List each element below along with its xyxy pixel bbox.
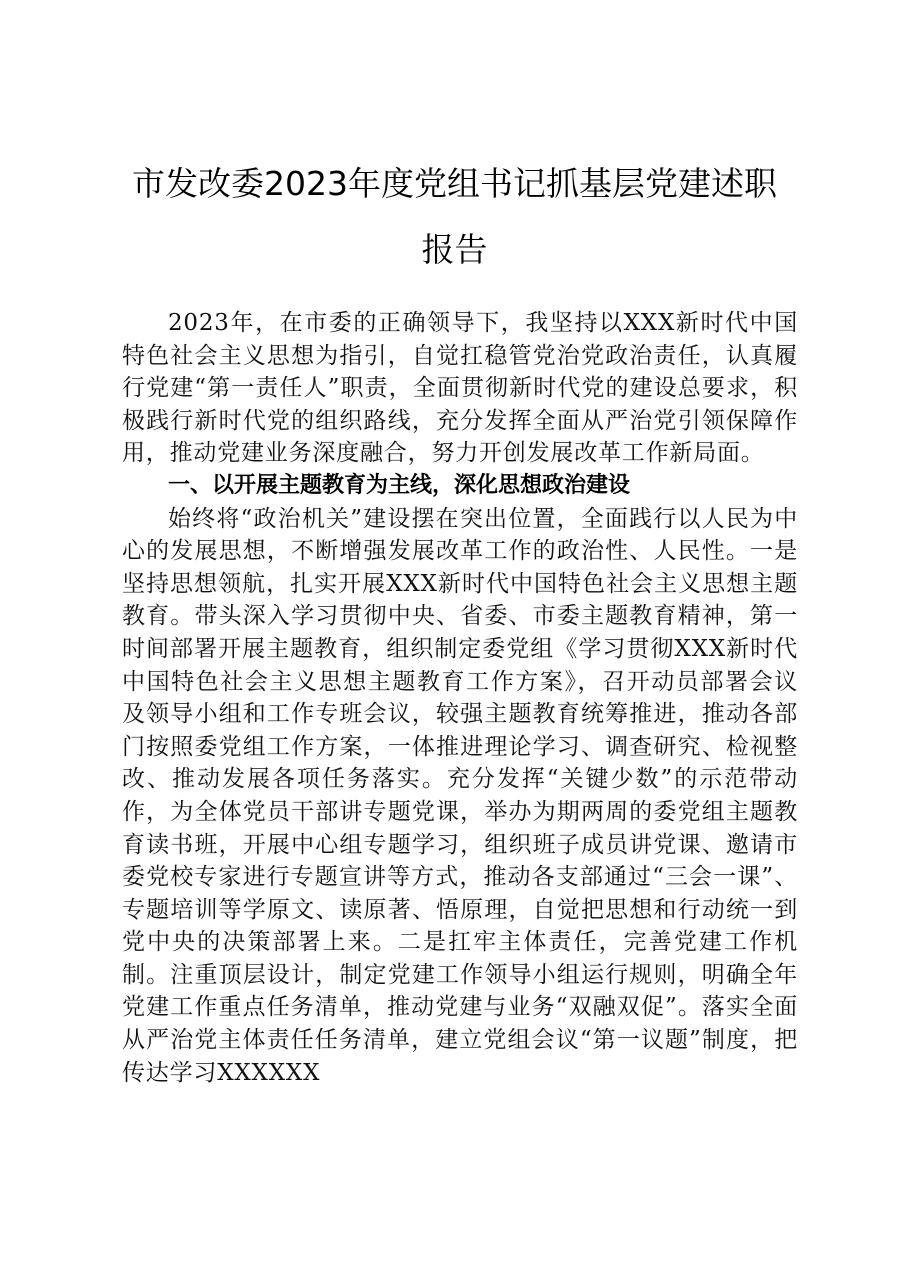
document-title-line-1: 市发改委2023年度党组书记抓基层党建述职	[132, 164, 777, 203]
document-body	[122, 307, 798, 1089]
document-title-line-2: 报告	[421, 230, 488, 269]
section-1-heading: 一、以开展主题教育为主线，深化思想政治建设	[168, 472, 631, 498]
section-1-paragraph: 始终将“政治机关”建设摆在突出位置，全面践行以人民为中心的发展思想，不断增强发展改革工作的政治性、人民性。一是坚持思想领航，扎实开展XXX新时代中国特色社会主义思想主题教育。带头深入学习贯彻中央、省委、市委主题教育精神，第一时间部署开展主题教育，组织制定委党组《学习贯彻XXX新时代中国特色社会主义思想主题教育工作方案》，召开动员部署会议及领导小组和工作专班会议，较强主题教育统筹推进，推动各部门按照委党组工作方案，一体推进理论学习、调查研究、检视整改、推动发展各项任务落实。充分发挥“关键少数”的示范带动作，为全体党员干部讲专题党课，举办为期两周的委党组主题教育读书班，开展中心组专题学习，组织班子成员讲党课、邀请市委党校专家进行专题宣讲等方式，推动各支部通过“三会一课”、专题培训等学原文、读原著、悟原理，自觉把思想和行动统一到党中央的决策部署上来。二是扛牢主体责任，完善党建工作机制。注重顶层设计，制定党建工作领导小组运行规则，明确全年党建工作重点任务清单，推动党建与业务“双融双促”。落实全面从严治党主体责任任务清单，建立党组会议“第一议题”制度，把传达学习XXXXXX	[122, 505, 798, 1086]
intro-paragraph: 2023年，在市委的正确领导下，我坚持以XXX新时代中国特色社会主义思想为指引，自觉扛稳管党治党政治责任，认真履行党建“第一责任人”职责，全面贯彻新时代党的建设总要求，积极践行新时代党的组织路线，充分发挥全面从严治党引领保障作用，推动党建业务深度融合，努力开创发展改革工作新局面。	[122, 310, 798, 467]
